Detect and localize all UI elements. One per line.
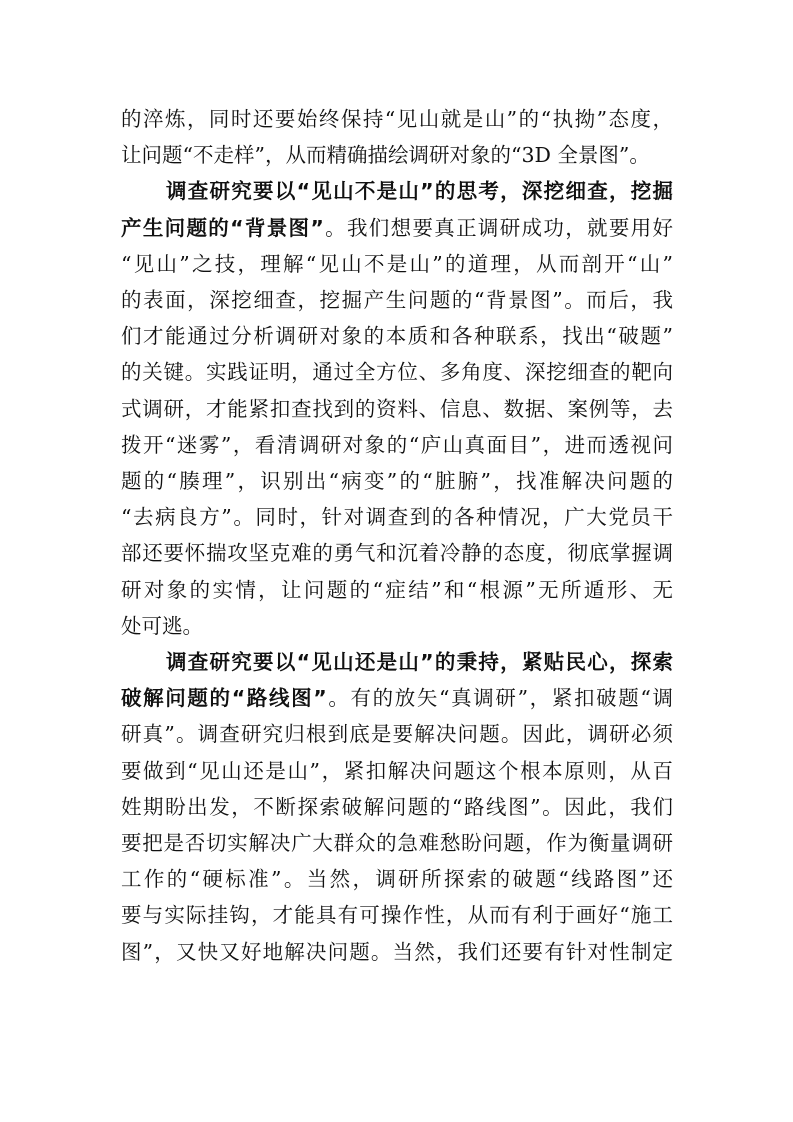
- body-text: 研真”。调查研究归根到底是要解决问题。因此，调研必须: [121, 722, 673, 747]
- text-line: [166, 644, 673, 680]
- bold-heading-text: 调查研究要以“见山不是山”的思考，深挖细查，挖掘: [166, 179, 673, 204]
- body-text: 研对象的实情，让问题的“症结”和“根源”无所遁形、无: [121, 577, 673, 602]
- text-line: [121, 861, 673, 897]
- text-line: [121, 535, 673, 571]
- body-text: 的关键。实践证明，通过全方位、多角度、深挖细查的靶向: [121, 360, 673, 385]
- text-line: [121, 934, 673, 970]
- body-text: 要做到“见山还是山”，紧扣解决问题这个根本原则，从百: [121, 758, 673, 783]
- body-text: 要与实际挂钩，才能具有可操作性，从而有利于画好“施工: [121, 903, 673, 928]
- body-text: 。有的放矢“真调研”，紧扣破题“调: [326, 686, 673, 711]
- body-text: “见山”之技，理解“见山不是山”的道理，从而剖开“山”: [121, 251, 673, 276]
- text-line: [121, 825, 673, 861]
- body-text: 。我们想要真正调研成功，就要用好: [323, 215, 673, 240]
- text-line: [121, 897, 673, 933]
- text-line: [121, 137, 673, 173]
- text-line: [121, 354, 673, 390]
- text-line: [121, 499, 673, 535]
- text-line: [121, 391, 673, 427]
- text-line: [166, 173, 673, 209]
- body-text: 让问题“不走样”，从而精确描绘调研对象的“3D 全景图”。: [121, 143, 650, 168]
- body-text: 的表面，深挖细查，挖掘产生问题的“背景图”。而后，我: [121, 288, 673, 312]
- bold-heading-text: 产生问题的“背景图”: [121, 215, 324, 240]
- body-text: 要把是否切实解决广大群众的急难愁盼问题，作为衡量调研: [121, 831, 673, 855]
- body-text: “去病良方”。同时，针对调查到的各种情况，广大党员干: [121, 505, 673, 530]
- text-line: [121, 789, 673, 825]
- body-text: 题的“腠理”，识别出“病变”的“脏腑”，找准解决问题的: [121, 469, 673, 493]
- text-line: [121, 427, 673, 463]
- text-line: [121, 463, 673, 499]
- text-line: [121, 680, 673, 716]
- bold-heading-text: 调查研究要以“见山还是山”的秉持，紧贴民心，探索: [166, 650, 673, 674]
- body-text: 工作的“硬标准”。当然，调研所探索的破题“线路图”还: [121, 867, 673, 892]
- body-text: 式调研，才能紧扣查找到的资料、信息、数据、案例等，去: [121, 396, 673, 421]
- body-text: 姓期盼出发，不断探索破解问题的“路线图”。因此，我们: [121, 794, 673, 819]
- text-line: [121, 318, 673, 354]
- body-text: 们才能通过分析调研对象的本质和各种联系，找出“破题”: [121, 324, 673, 349]
- body-text: 处可逃。: [121, 613, 203, 638]
- text-line: [121, 282, 673, 318]
- body-text: 部还要怀揣攻坚克难的勇气和沉着冷静的态度，彻底掌握调: [121, 541, 673, 566]
- text-line: [121, 101, 673, 137]
- body-text: 图”，又快又好地解决问题。当然，我们还要有针对性制定: [121, 939, 673, 964]
- body-text: 拨开“迷雾”，看清调研对象的“庐山真面目”，进而透视问: [121, 432, 673, 457]
- text-line: [121, 608, 673, 644]
- text-line: [121, 246, 673, 282]
- body-text: 的淬炼，同时还要始终保持“见山就是山”的“执拗”态度，: [121, 107, 673, 131]
- text-line: [121, 210, 673, 246]
- bold-heading-text: 破解问题的“路线图”: [121, 686, 327, 711]
- text-line: [121, 572, 673, 608]
- text-line: [121, 753, 673, 789]
- text-line: [121, 716, 673, 752]
